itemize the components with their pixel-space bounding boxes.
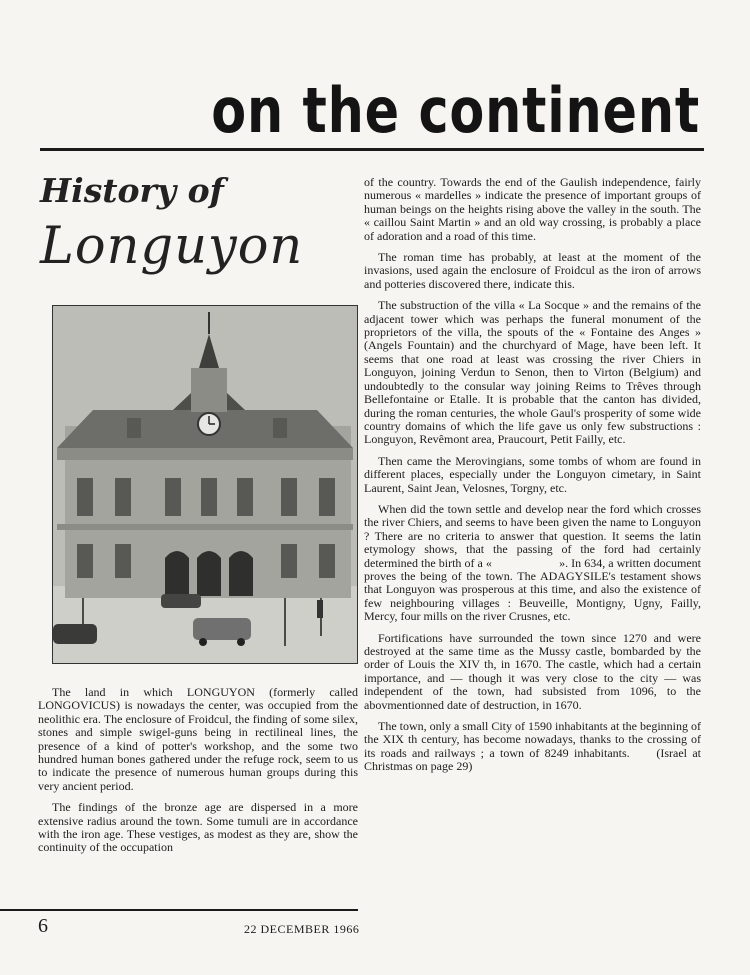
- paragraph: When did the town settle and develop near the ford which crosses the river Chiers, and seems to have been given the name to Longuyon ? There are no criteria to answer that question. It seems the latin etymology shows, that the passing of the ford had certainly determined the birth of a « ». In 634, a written document proves the being of the town. The ADAGYSILE's testament shows that Longuyon was prosperous at this time, and also the existence of few neighbouring villages : Beuveille, Montigny, Ugny, Failly, Mercy, four mills on the river Crusnes, etc.: [364, 501, 701, 624]
- paragraph: The land in which LONGUYON (formerly called LONGOVICUS) is nowadays the center, was occupied from the neolithic era. The enclosure of Froidcul, the finding of some silex, stones and simple swigel-guns being in rectilineal lines, the presence of a kind of potter's workshop, and the some two hundred human bones gathered under the refuge rock, seem to us to indicate the presence of numerous human groups during this very ancient period.: [38, 685, 358, 793]
- paragraph: The substruction of the villa « La Socque » and the remains of the adjacent tower which was perhaps the funeral monument of the proprietors of the villa, the spouts of the « Fontaine des Anges » (Angels Fountain) and the churchyard of Mage, have been left. It seems that one road at least was crossing the river Chiers in Longuyon, joining Verdun to Senon, then to Virton (Belgium) and undoubtedly to the consular way joining Reims to Trêves through Bellefontaine or Etalle. It is probable that the canton has divided, during the roman centuries, the whole Gaul's prosperity of some wide country domains of which the life gave us only few substructions : Longuyon, Revêmont area, Praucourt, Petit Failly, etc.: [364, 298, 701, 447]
- paragraph: of the country. Towards the end of the Gaulish independence, fairly numerous « mardelles » indicate the presence of important groups of human beings on the heights rising above the valley in the south. The « caillou Saint Martin » and an old way crossing, is probably a place of adoration and a road of this time.: [364, 175, 701, 243]
- paragraph: The town, only a small City of 1590 inhabitants at the beginning of the XIX th century, has become nowadays, thanks to the crossing of its roads and railways ; a town of 8249 inhabitants. (Israel at Christmas on page 29): [364, 719, 701, 774]
- issue-date: 22 DECEMBER 1966: [244, 922, 360, 936]
- page-number: 6: [38, 915, 48, 937]
- title-line-1: History of: [40, 171, 224, 210]
- title-line-2: Longuyon: [40, 217, 304, 276]
- body-column-left: [38, 686, 358, 863]
- header-rule: [40, 148, 704, 151]
- clock-icon: [198, 413, 220, 435]
- paragraph: The roman time has probably, at least at the moment of the invasions, used again the enclosure of Froidcul as the iron of arrows and potteries discovered there, indicate this.: [364, 250, 701, 291]
- section-header: on the continent: [211, 74, 700, 147]
- paragraph: The findings of the bronze age are dispersed in a more extensive radius around the town. Some tumuli are in accordance with the iron age. These vestiges, as modest as they are, show the continuity of the occupation: [38, 800, 358, 855]
- paragraph: Fortifications have surrounded the town since 1270 and were destroyed at the same time as the Mussy castle, bombarded by the order of Louis the XIV th, in 1670. The castle, which had a certain importance, and — though it was very close to the city — was independent of the town, had subsisted from 1096, to the abovmentionned date of destruction, in 1670.: [364, 630, 701, 712]
- article-title: [40, 168, 360, 280]
- paragraph: Then came the Merovingians, some tombs of whom are found in different places, especially under the Longuyon cimetary, in Saint Laurent, Saint Jean, Velosnes, Torgny, etc.: [364, 453, 701, 495]
- town-hall-photo: [52, 305, 358, 664]
- footer-rule: [0, 909, 358, 911]
- body-column-right: [364, 176, 701, 782]
